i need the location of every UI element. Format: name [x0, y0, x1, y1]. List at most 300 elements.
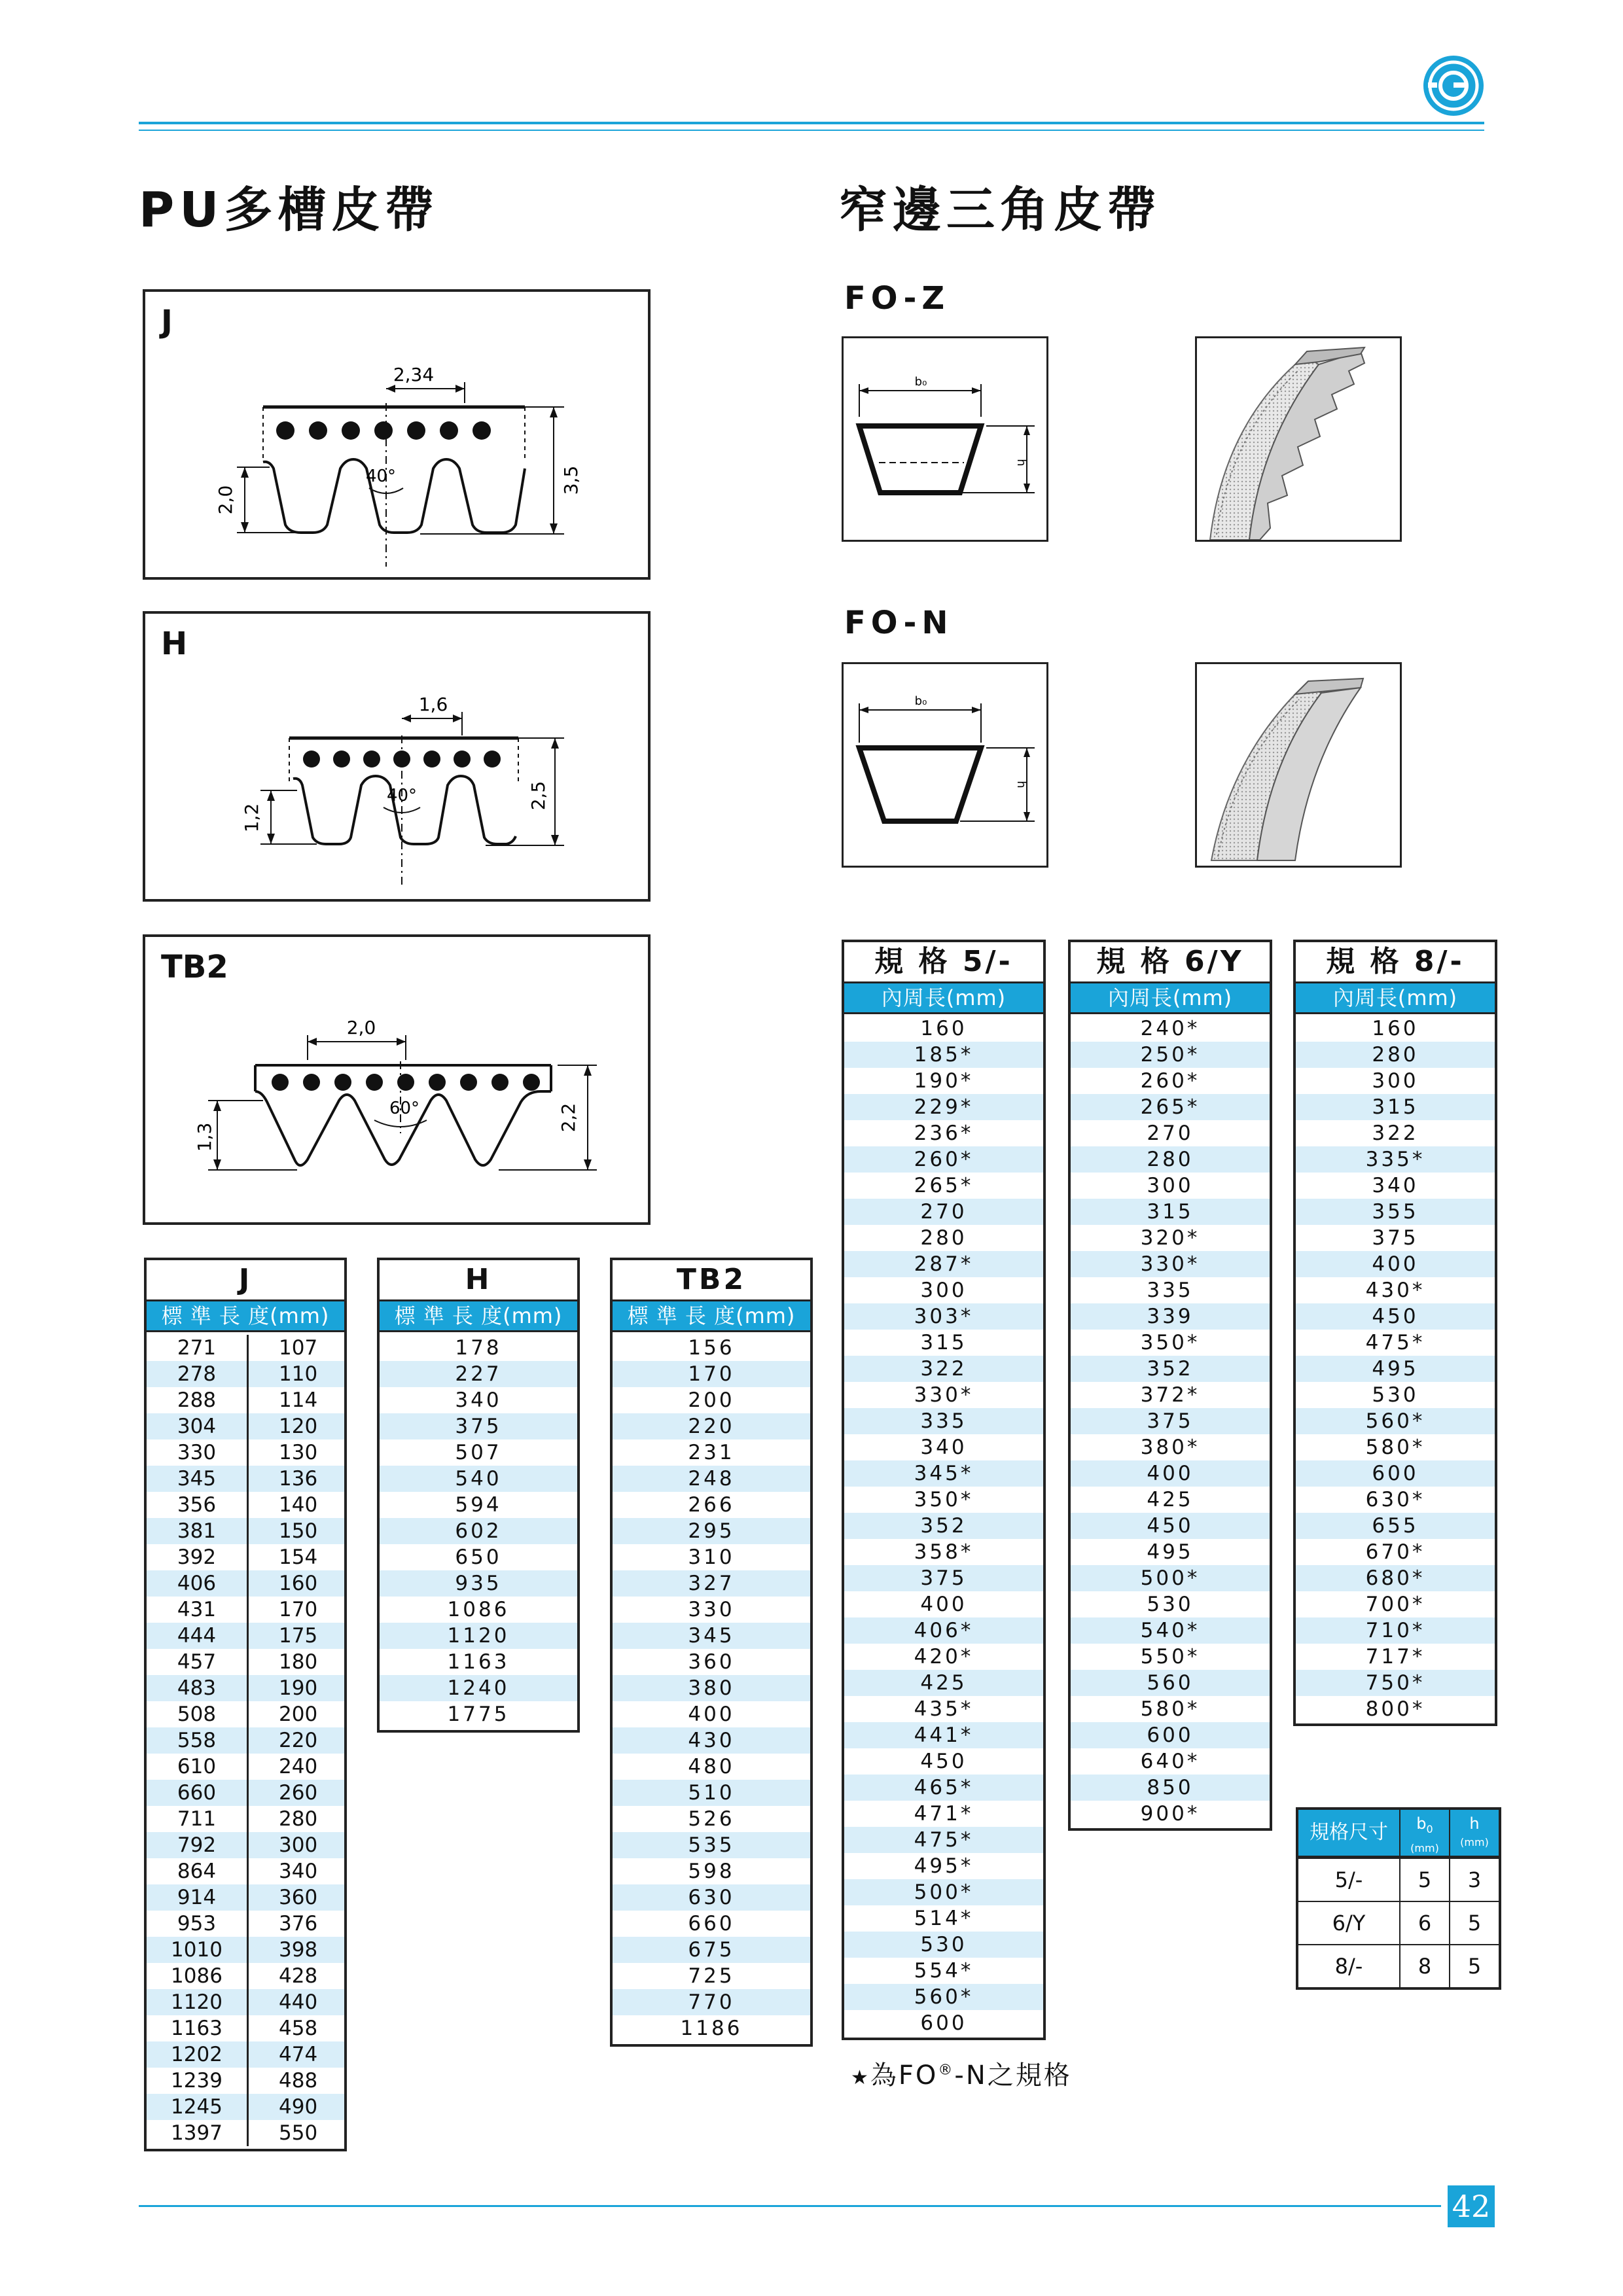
table-row: 178	[455, 1336, 502, 1360]
spec-row-h: 5	[1467, 1911, 1482, 1935]
table-cell: 458	[279, 2017, 318, 2040]
table-row: 170	[613, 1361, 810, 1387]
table-row: 355	[1296, 1199, 1495, 1225]
table-row: 280	[1071, 1146, 1270, 1173]
table-row: 670*	[1365, 1540, 1425, 1564]
table-row: 300	[1147, 1174, 1194, 1197]
table-row: 227	[380, 1361, 577, 1387]
table-row: 600	[920, 2011, 967, 2035]
profile-tb2-height: 2,2	[558, 1103, 579, 1133]
table-row: 315	[1296, 1094, 1495, 1120]
table-row: 507	[455, 1441, 502, 1464]
table-spec-5-title: 規 格 5/-	[844, 942, 1043, 983]
table-cell: 428	[279, 1964, 318, 1988]
company-logo-icon	[1421, 54, 1486, 118]
table-row: 700*	[1365, 1593, 1425, 1616]
table-cell: 200	[279, 1703, 318, 1726]
table-row: 420*	[914, 1645, 974, 1669]
table-row: 350*	[1140, 1331, 1200, 1354]
table-row: 160	[1372, 1017, 1419, 1040]
table-cell: 1245	[147, 2094, 249, 2120]
table-row: 800*	[1365, 1697, 1425, 1721]
table-row	[147, 1937, 344, 1963]
table-row	[147, 1597, 344, 1623]
fon-b0-label: b₀	[914, 694, 927, 708]
table-row: 185*	[844, 1042, 1043, 1068]
table-row: 300	[1372, 1069, 1419, 1093]
table-cell: 864	[147, 1858, 249, 1884]
table-cell: 558	[147, 1727, 249, 1754]
table-row: 310	[688, 1545, 735, 1569]
table-spec-6	[1068, 940, 1272, 1831]
table-row	[147, 1387, 344, 1413]
table-row: 465*	[844, 1775, 1043, 1801]
table-h	[377, 1258, 580, 1733]
table-cell: 381	[147, 1518, 249, 1544]
table-row: 352	[1071, 1356, 1270, 1382]
table-row: 580*	[1140, 1697, 1200, 1721]
fon-h-label: h	[1014, 781, 1028, 788]
table-cell: 278	[147, 1361, 249, 1387]
table-cell: 488	[279, 2069, 318, 2093]
table-cell: 110	[279, 1362, 318, 1386]
table-cell: 792	[147, 1832, 249, 1858]
table-row: 650	[455, 1545, 502, 1569]
profile-tb2-label: TB2	[161, 949, 228, 985]
table-h-subtitle: 標 準 長 度(mm)	[380, 1301, 577, 1332]
table-row: 220	[613, 1413, 810, 1439]
table-row: 280	[1296, 1042, 1495, 1068]
table-row: 345*	[844, 1460, 1043, 1487]
table-cell: 288	[147, 1387, 249, 1413]
table-row: 295	[613, 1518, 810, 1544]
table-row: 339	[1071, 1303, 1270, 1330]
table-row: 160	[920, 1017, 967, 1040]
table-j-title: J	[147, 1260, 344, 1301]
table-row: 500*	[1071, 1565, 1270, 1591]
table-row: 1163	[447, 1650, 510, 1674]
table-row: 535	[613, 1832, 810, 1858]
table-row: 400	[688, 1703, 735, 1726]
table-row: 425	[1147, 1488, 1194, 1511]
table-row: 680*	[1296, 1565, 1495, 1591]
spec-header-b0-sub: 0	[1426, 1822, 1433, 1835]
spec-row-b0: 5	[1400, 1859, 1450, 1901]
table-row: 327	[613, 1570, 810, 1597]
table-row: 340	[920, 1436, 967, 1459]
table-row: 600	[1071, 1722, 1270, 1748]
table-row: 640*	[1140, 1750, 1200, 1773]
table-row: 600	[1296, 1460, 1495, 1487]
table-cell: 398	[279, 1938, 318, 1962]
table-row	[147, 1335, 344, 1361]
table-row: 350*	[914, 1488, 974, 1511]
table-cell: 175	[279, 1624, 318, 1648]
table-cell: 356	[147, 1492, 249, 1518]
profile-h-drawing	[145, 614, 648, 899]
spec-table-header	[1298, 1810, 1499, 1858]
spec-row-size: 8/-	[1298, 1945, 1400, 1987]
table-row: 450	[920, 1750, 967, 1773]
table-row: 717*	[1365, 1645, 1425, 1669]
table-row: 530	[1372, 1383, 1419, 1407]
table-row: 1240	[380, 1675, 577, 1701]
table-row: 430*	[1365, 1279, 1425, 1302]
table-cell: 150	[279, 1519, 318, 1543]
table-row: 450	[1296, 1303, 1495, 1330]
table-row: 710*	[1296, 1617, 1495, 1644]
profile-j-angle: 40°	[365, 467, 397, 486]
table-row: 345	[613, 1623, 810, 1649]
table-row: 335*	[1296, 1146, 1495, 1173]
table-cell: 660	[147, 1780, 249, 1806]
spec-row-size: 5/-	[1298, 1859, 1400, 1901]
table-row: 287*	[844, 1251, 1043, 1277]
profile-tb2-drawing	[145, 937, 648, 1222]
table-row: 530	[844, 1932, 1043, 1958]
table-row: 231	[688, 1441, 735, 1464]
table-row: 602	[380, 1518, 577, 1544]
table-row: 1186	[680, 2017, 743, 2040]
profile-h-box	[143, 611, 651, 902]
table-cell: 550	[279, 2121, 318, 2145]
profile-h-depth: 1,2	[241, 803, 262, 833]
table-row: 441*	[844, 1722, 1043, 1748]
spec-header-b0	[1400, 1810, 1450, 1856]
table-row: 560*	[1296, 1408, 1495, 1434]
spec-header-h-unit: (mm)	[1460, 1836, 1489, 1848]
table-cell: 304	[147, 1413, 249, 1439]
fon-belt-image	[1197, 664, 1400, 866]
spec-row-size: 6/Y	[1298, 1902, 1400, 1944]
table-row: 935	[380, 1570, 577, 1597]
table-row: 580*	[1365, 1436, 1425, 1459]
table-cell: 220	[279, 1729, 318, 1752]
table-row: 400	[920, 1593, 967, 1616]
profile-j-pitch: 2,34	[393, 364, 435, 385]
table-row: 352	[844, 1513, 1043, 1539]
table-cell: 508	[147, 1701, 249, 1727]
foz-section-box	[842, 336, 1048, 542]
top-rule	[139, 122, 1484, 124]
table-row: 335	[844, 1408, 1043, 1434]
table-row	[147, 1413, 344, 1439]
table-row: 229*	[844, 1094, 1043, 1120]
table-cell: 240	[279, 1755, 318, 1778]
spec-header-b0-unit: (mm)	[1410, 1841, 1439, 1854]
table-row: 375	[1071, 1408, 1270, 1434]
table-row: 514*	[914, 1907, 974, 1930]
table-row: 266	[688, 1493, 735, 1517]
spec-row	[1298, 1944, 1499, 1987]
table-row	[147, 1754, 344, 1780]
table-row: 335	[1147, 1279, 1194, 1302]
table-cell: 190	[279, 1676, 318, 1700]
table-cell: 376	[279, 1912, 318, 1935]
profile-h-angle: 40°	[386, 786, 418, 805]
table-row: 425	[844, 1670, 1043, 1696]
table-row	[147, 1623, 344, 1649]
profile-h-pitch: 1,6	[418, 694, 448, 715]
profile-tb2-depth: 1,3	[194, 1122, 215, 1152]
foz-label: FO-Z	[844, 280, 950, 317]
table-row: 540	[380, 1466, 577, 1492]
profile-j-drawing	[145, 292, 648, 577]
table-cell: 120	[279, 1415, 318, 1438]
table-cell: 490	[279, 2095, 318, 2119]
table-row	[147, 1544, 344, 1570]
table-cell: 440	[279, 1990, 318, 2014]
table-cell: 457	[147, 1649, 249, 1675]
table-row: 495*	[914, 1854, 974, 1878]
table-spec-6-body	[1071, 1014, 1270, 1828]
table-cell: 711	[147, 1806, 249, 1832]
fon-section-box	[842, 662, 1048, 868]
table-row	[147, 2120, 344, 2146]
registered-icon: ®	[938, 2062, 955, 2079]
profile-h-label: H	[161, 626, 188, 662]
table-row: 550*	[1140, 1645, 1200, 1669]
table-row: 560	[1071, 1670, 1270, 1696]
table-row: 372*	[1140, 1383, 1200, 1407]
table-cell: 136	[279, 1467, 318, 1491]
table-row: 400	[1296, 1251, 1495, 1277]
table-row: 190*	[914, 1069, 974, 1093]
table-row	[147, 2015, 344, 2041]
table-row	[147, 1701, 344, 1727]
spec-header-b0-letter: b	[1416, 1814, 1427, 1833]
table-row	[147, 1963, 344, 1989]
table-cell: 953	[147, 1911, 249, 1937]
table-row: 330*	[914, 1383, 974, 1407]
table-cell: 914	[147, 1884, 249, 1911]
foz-belt-photo	[1195, 336, 1402, 542]
table-tb2-title: TB2	[613, 1260, 810, 1301]
table-cell: 392	[147, 1544, 249, 1570]
spec-row-h: 5	[1467, 1954, 1482, 1979]
table-row: 156	[688, 1336, 735, 1360]
profile-tb2-pitch: 2,0	[346, 1017, 376, 1038]
table-row: 630	[613, 1884, 810, 1911]
table-row	[147, 1806, 344, 1832]
fon-section-drawing	[844, 664, 1046, 866]
table-j	[144, 1258, 347, 2151]
spec-header-h	[1450, 1810, 1499, 1856]
table-row: 300	[920, 1279, 967, 1302]
table-row: 850	[1071, 1775, 1270, 1801]
table-row: 471*	[914, 1802, 974, 1826]
table-cell: 107	[279, 1336, 318, 1360]
table-row: 380	[613, 1675, 810, 1701]
table-tb2	[610, 1258, 813, 2047]
table-row: 265*	[914, 1174, 974, 1197]
table-row: 400	[1071, 1460, 1270, 1487]
table-row	[147, 1649, 344, 1675]
table-row	[147, 1884, 344, 1911]
profile-j-height: 3,5	[560, 465, 582, 495]
spec-row-b0: 8	[1400, 1945, 1450, 1987]
footnote-text-a: 為FO	[870, 2060, 938, 2091]
table-spec-5	[842, 940, 1046, 2040]
table-row: 270	[844, 1199, 1043, 1225]
table-row: 510	[613, 1780, 810, 1806]
table-row	[147, 1518, 344, 1544]
table-cell: 260	[279, 1781, 318, 1805]
table-row: 750*	[1296, 1670, 1495, 1696]
table-row: 303*	[844, 1303, 1043, 1330]
table-row	[147, 1492, 344, 1518]
table-row: 480	[688, 1755, 735, 1778]
table-row: 594	[455, 1493, 502, 1517]
table-cell: 474	[279, 2043, 318, 2066]
table-cell: 280	[279, 1807, 318, 1831]
table-row: 270	[1147, 1122, 1194, 1145]
table-row: 375	[380, 1413, 577, 1439]
table-spec-6-subtitle: 內周長(mm)	[1071, 983, 1270, 1014]
table-row: 260*	[1140, 1069, 1200, 1093]
footnote-text-b: -N之規格	[954, 2060, 1072, 2091]
table-cell: 130	[279, 1441, 318, 1464]
table-h-title: H	[380, 1260, 577, 1301]
table-cell: 160	[279, 1572, 318, 1595]
table-row: 320*	[1140, 1226, 1200, 1250]
table-row	[147, 1832, 344, 1858]
table-cell: 1010	[147, 1937, 249, 1963]
foz-section-drawing	[844, 338, 1046, 540]
table-row: 280	[920, 1226, 967, 1250]
spec-header-h-letter: h	[1469, 1814, 1480, 1833]
table-row: 495	[1296, 1356, 1495, 1382]
table-cell: 1239	[147, 2068, 249, 2094]
table-row: 540*	[1071, 1617, 1270, 1644]
table-cell: 1397	[147, 2120, 249, 2146]
page-number: 42	[1448, 2185, 1495, 2227]
table-cell: 180	[279, 1650, 318, 1674]
table-h-body	[380, 1332, 577, 1730]
table-row: 322	[1372, 1122, 1419, 1145]
foz-belt-image	[1197, 338, 1400, 540]
table-row	[147, 2041, 344, 2068]
table-row	[147, 1858, 344, 1884]
table-row	[147, 1780, 344, 1806]
profile-h-height: 2,5	[527, 781, 549, 811]
profile-tb2-box	[143, 934, 651, 1225]
table-cell: 1120	[147, 1989, 249, 2015]
table-row: 358*	[914, 1540, 974, 1564]
spec-row-b0: 6	[1400, 1902, 1450, 1944]
table-row: 450	[1071, 1513, 1270, 1539]
table-row: 1120	[380, 1623, 577, 1649]
table-row: 340	[455, 1388, 502, 1412]
table-row: 495	[1147, 1540, 1194, 1564]
table-cell: 444	[147, 1623, 249, 1649]
table-row: 900*	[1140, 1802, 1200, 1826]
table-row: 770	[613, 1989, 810, 2015]
table-row	[147, 1675, 344, 1701]
table-cell: 1086	[147, 1963, 249, 1989]
profile-j-box	[143, 289, 651, 580]
table-cell: 170	[279, 1598, 318, 1621]
table-row	[147, 2068, 344, 2094]
fon-label: FO-N	[844, 605, 954, 641]
table-row: 675	[613, 1937, 810, 1963]
top-rule-thin	[139, 130, 1484, 131]
table-row: 260*	[844, 1146, 1043, 1173]
table-cell: 406	[147, 1570, 249, 1597]
table-row: 330*	[1071, 1251, 1270, 1277]
footnote	[851, 2055, 1072, 2092]
table-row: 1775	[447, 1703, 510, 1726]
table-row: 1086	[447, 1598, 510, 1621]
table-spec-8-title: 規 格 8/-	[1296, 942, 1495, 983]
right-title: 窄邊三角皮帶	[839, 182, 1161, 238]
table-row: 435*	[914, 1697, 974, 1721]
table-row: 240*	[1140, 1017, 1200, 1040]
spec-header-size: 規格尺寸	[1298, 1810, 1400, 1856]
table-cell: 114	[279, 1388, 318, 1412]
table-row: 322	[844, 1356, 1043, 1382]
table-row: 725	[688, 1964, 735, 1988]
table-cell: 610	[147, 1754, 249, 1780]
table-row: 248	[613, 1466, 810, 1492]
table-cell: 1163	[147, 2015, 249, 2041]
table-j-subtitle: 標 準 長 度(mm)	[147, 1301, 344, 1332]
table-row: 500*	[844, 1879, 1043, 1905]
profile-j-label: J	[161, 304, 173, 340]
table-row: 315	[1071, 1199, 1270, 1225]
table-spec-5-subtitle: 內周長(mm)	[844, 983, 1043, 1014]
table-spec-8	[1293, 940, 1497, 1726]
profile-j-depth: 2,0	[215, 485, 236, 515]
table-cell: 271	[147, 1335, 249, 1361]
bottom-rule	[139, 2205, 1441, 2207]
table-row: 360	[688, 1650, 735, 1674]
table-row: 315	[920, 1331, 967, 1354]
table-row: 530	[1147, 1593, 1194, 1616]
table-cell: 300	[279, 1833, 318, 1857]
table-row: 340	[1372, 1174, 1419, 1197]
spec-row	[1298, 1901, 1499, 1944]
table-row	[147, 1439, 344, 1466]
table-row	[147, 2094, 344, 2120]
table-row	[147, 1989, 344, 2015]
foz-h-label: h	[1014, 459, 1028, 467]
table-row: 430	[613, 1727, 810, 1754]
star-icon: ★	[851, 2066, 870, 2089]
table-row: 330	[688, 1598, 735, 1621]
table-row: 630*	[1365, 1488, 1425, 1511]
table-row: 375	[1372, 1226, 1419, 1250]
profile-tb2-angle: 60°	[389, 1099, 420, 1118]
table-row: 655	[1296, 1513, 1495, 1539]
table-row	[147, 1727, 344, 1754]
table-cell: 340	[279, 1860, 318, 1883]
left-title: PU多槽皮帶	[139, 182, 439, 238]
table-row	[147, 1570, 344, 1597]
spec-row-h: 3	[1467, 1867, 1482, 1892]
table-row: 250*	[1071, 1042, 1270, 1068]
table-row: 406*	[844, 1617, 1043, 1644]
table-spec-8-body	[1296, 1014, 1495, 1723]
table-row: 660	[688, 1912, 735, 1935]
table-cell: 154	[279, 1545, 318, 1569]
spec-dimension-table	[1296, 1807, 1501, 1990]
table-row: 475*	[844, 1827, 1043, 1853]
table-spec-6-title: 規 格 6/Y	[1071, 942, 1270, 983]
table-cell: 483	[147, 1675, 249, 1701]
table-row: 526	[688, 1807, 735, 1831]
table-tb2-subtitle: 標 準 長 度(mm)	[613, 1301, 810, 1332]
